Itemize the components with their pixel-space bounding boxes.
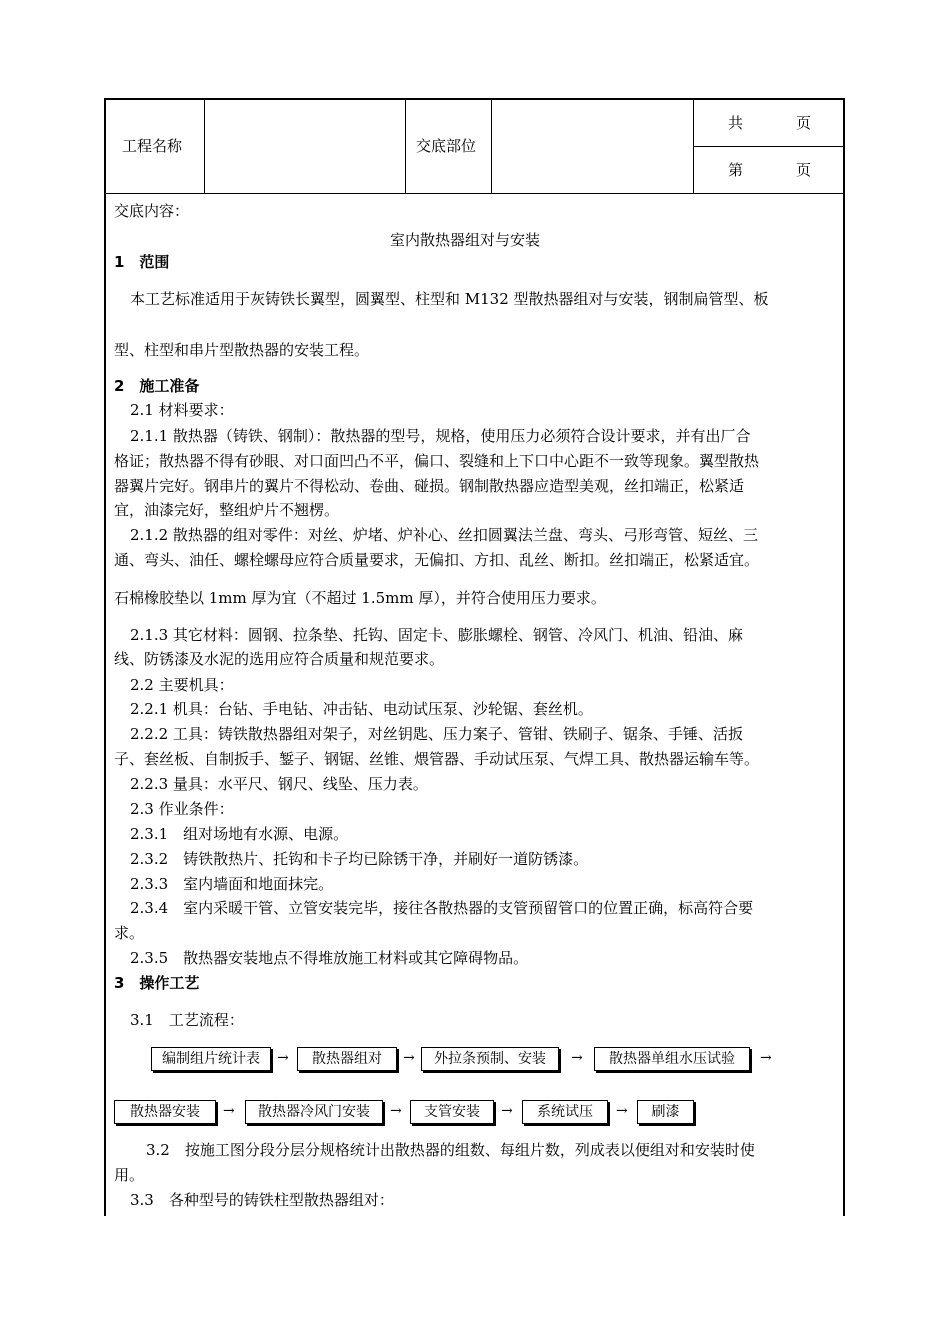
paragraph: 2.2.1 机具：台钻、手电钻、冲击钻、电动试压泵、沙轮锯、套丝机。 (130, 700, 593, 718)
paragraph: 通、弯头、油任、螺栓螺母应符合质量要求，无偏扣、方扣、乱丝、断扣。丝扣端正，松紧适宜。 (114, 551, 760, 569)
flow-step: 编制组片统计表 (151, 1047, 271, 1071)
flow-step: 散热器组对 (297, 1047, 397, 1071)
paragraph: 2.1.2 散热器的组对零件：对丝、炉堵、炉补心、丝扣圆翼法兰盘、弯头、弓形弯管、短丝、三 (130, 526, 758, 544)
flow-step: 散热器安装 (114, 1100, 216, 1124)
paragraph: 2.3.3 室内墙面和地面抹完。 (130, 875, 334, 893)
document-title: 室内散热器组对与安装 (390, 231, 541, 249)
form-header (106, 100, 843, 194)
paragraph: 2.3.2 铸铁散热片、托钩和卡子均已除锈干净，并刷好一道防锈漆。 (130, 850, 589, 868)
paragraph: 石棉橡胶垫以 1mm 厚为宜（不超过 1.5mm 厚），并符合使用压力要求。 (114, 589, 606, 607)
paragraph: 器翼片完好。钢串片的翼片不得松动、卷曲、碰损。钢制散热器应造型美观，丝扣端正，松紧适 (114, 477, 745, 495)
flow-arrow: → (501, 1103, 513, 1119)
subsection-heading: 2.2 主要机具： (130, 676, 234, 694)
paragraph: 子、套丝板、自制扳手、錾子、钢锯、丝锥、煨管器、手动试压泵、气焊工具、散热器运输车等。 (114, 750, 760, 768)
paragraph: 求。 (114, 924, 145, 942)
paragraph: 3.2 按施工图分段分层分规格统计出散热器的组数、每组片数，列成表以便组对和安装时使 (146, 1141, 755, 1159)
paragraph: 型、柱型和串片型散热器的安装工程。 (114, 341, 370, 359)
paragraph: 3.3 各种型号的铸铁柱型散热器组对： (130, 1191, 394, 1209)
paragraph: 2.3.1 组对场地有水源、电源。 (130, 825, 349, 843)
total-pages-label: 共 (728, 114, 744, 132)
paragraph: 本工艺标准适用于灰铸铁长翼型，圆翼型、柱型和 M132 型散热器组对与安装，钢制扁管型、板 (130, 290, 769, 308)
page-number-unit: 页 (796, 161, 812, 179)
flow-arrow: → (403, 1050, 415, 1066)
project-name-label: 工程名称 (122, 137, 183, 155)
paragraph: 线、防锈漆及水泥的选用应符合质量和规范要求。 (114, 650, 445, 668)
divider (491, 100, 492, 193)
paragraph: 宜，油漆完好，整组炉片不翘楞。 (114, 501, 340, 519)
paragraph: 用。 (114, 1166, 145, 1184)
flow-arrow: → (390, 1103, 402, 1119)
total-pages-unit: 页 (796, 114, 812, 132)
section-3-heading: 3 操作工艺 (114, 974, 200, 992)
flow-step: 外拉条预制、安装 (421, 1047, 559, 1071)
page-number-label: 第 (728, 161, 744, 179)
flow-arrow: → (616, 1103, 628, 1119)
flow-step: 散热器单组水压试验 (594, 1047, 750, 1071)
paragraph: 2.3.5 散热器安装地点不得堆放施工材料或其它障碍物品。 (130, 949, 529, 967)
paragraph: 2.1.1 散热器（铸铁、钢制）：散热器的型号，规格，使用压力必须符合设计要求，并有出厂合 (130, 427, 751, 445)
section-2-heading: 2 施工准备 (114, 377, 200, 395)
flow-step: 散热器冷风门安装 (245, 1100, 383, 1124)
subsection-heading: 3.1 工艺流程： (130, 1011, 244, 1029)
disclosure-part-label: 交底部位 (416, 137, 477, 155)
flow-step: 系统试压 (522, 1100, 608, 1124)
flow-arrow: → (571, 1050, 583, 1066)
subsection-heading: 2.1 材料要求： (130, 401, 234, 419)
paragraph: 2.3.4 室内采暖干管、立管安装完毕，接往各散热器的支管预留管口的位置正确，标高符合要 (130, 899, 754, 917)
flow-arrow: → (277, 1050, 289, 1066)
paragraph: 2.2.2 工具：铸铁散热器组对架子，对丝钥匙、压力案子、管钳、铁刷子、锯条、手锤、活扳 (130, 725, 743, 743)
flow-step: 刷漆 (637, 1100, 694, 1124)
subsection-heading: 2.3 作业条件： (130, 800, 234, 818)
flow-step: 支管安装 (410, 1100, 494, 1124)
flow-arrow: → (223, 1103, 235, 1119)
flow-arrow: → (760, 1050, 772, 1066)
paragraph: 格证；散热器不得有砂眼、对口面凹凸不平，偏口、裂缝和上下口中心距不一致等现象。翼型散热 (114, 452, 760, 470)
section-1-heading: 1 范围 (114, 253, 170, 271)
paragraph: 2.2.3 量具：水平尺、钢尺、线坠、压力表。 (130, 775, 428, 793)
divider (204, 100, 205, 193)
divider (405, 100, 406, 193)
content-label: 交底内容： (114, 202, 190, 220)
divider (694, 146, 843, 147)
paragraph: 2.1.3 其它材料：圆钢、拉条垫、托钩、固定卡、膨胀螺栓、钢管、冷风门、机油、铅油、麻 (130, 626, 743, 644)
